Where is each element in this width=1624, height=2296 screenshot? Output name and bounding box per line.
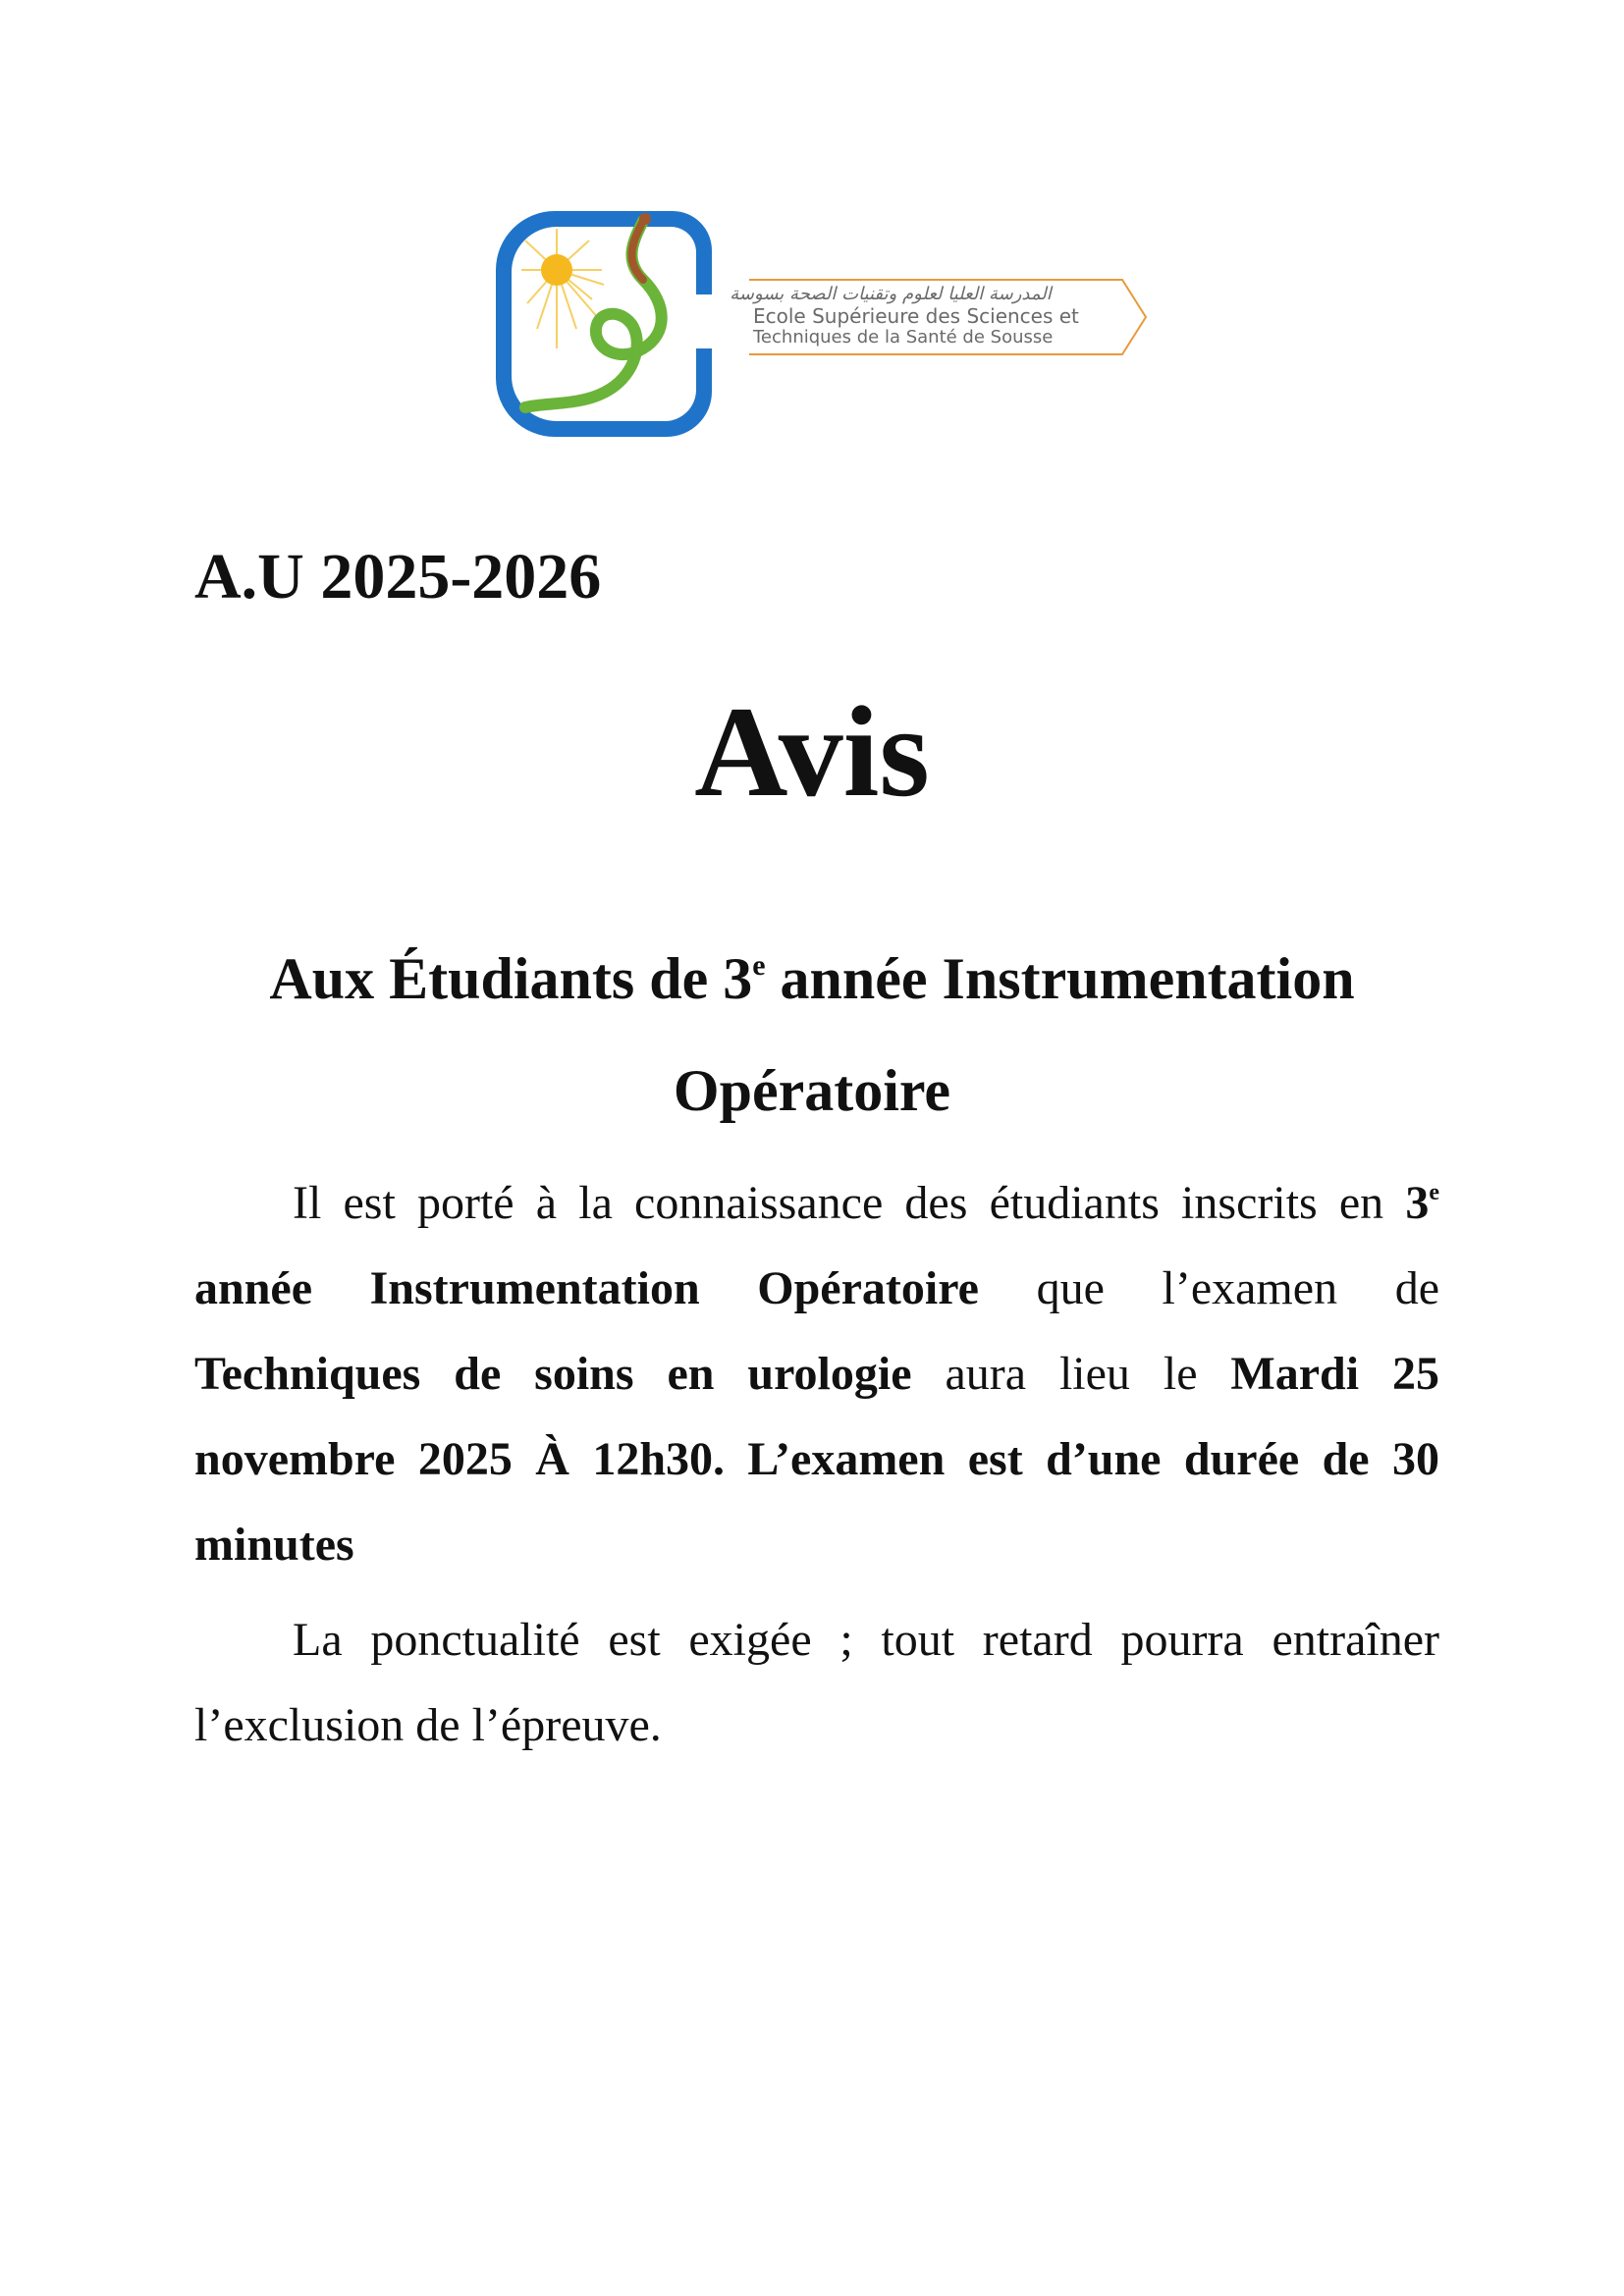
p1-text-2: que l’examen de (978, 1262, 1439, 1314)
notice-subtitle (147, 923, 1477, 1147)
school-logo (486, 201, 1154, 447)
sun-icon (541, 254, 572, 286)
subtitle-sup: e (752, 949, 766, 982)
snake-icon (525, 221, 662, 407)
notice-body (194, 1160, 1439, 1778)
subtitle-prefix: Aux Étudiants de 3 (269, 946, 753, 1011)
notice-title: Avis (694, 679, 930, 824)
school-logo-graphic (486, 201, 1154, 447)
logo-french-line1: Ecole Supérieure des Sciences et (753, 304, 1079, 328)
p1-text-1: Il est porté à la connaissance des étudiants inscrits en (293, 1177, 1406, 1229)
logo-arabic-text: المدرسة العليا لعلوم وتقنيات الصحة بسوسة (730, 284, 1052, 304)
p1-course: Techniques de soins en urologie (194, 1348, 912, 1400)
paragraph-exam-info (194, 1160, 1439, 1587)
paragraph-punctuality: La ponctualité est exigée ; tout retard pourra entraîner l’exclusion de l’épreuve. (194, 1614, 1439, 1751)
logo-french-line2: Techniques de la Santé de Sousse (753, 327, 1054, 347)
p1-text-3: aura lieu le (911, 1348, 1231, 1400)
p1-year: 3e année Instrumentation Opératoire (194, 1177, 1439, 1314)
p1-date-duration: Mardi 25 novembre 2025 À 12h30. L’examen est d’une durée de 30 minutes (194, 1348, 1439, 1571)
academic-year: A.U 2025-2026 (194, 541, 602, 613)
subtitle-suffix: année Instrumentation Opératoire (673, 946, 1355, 1123)
